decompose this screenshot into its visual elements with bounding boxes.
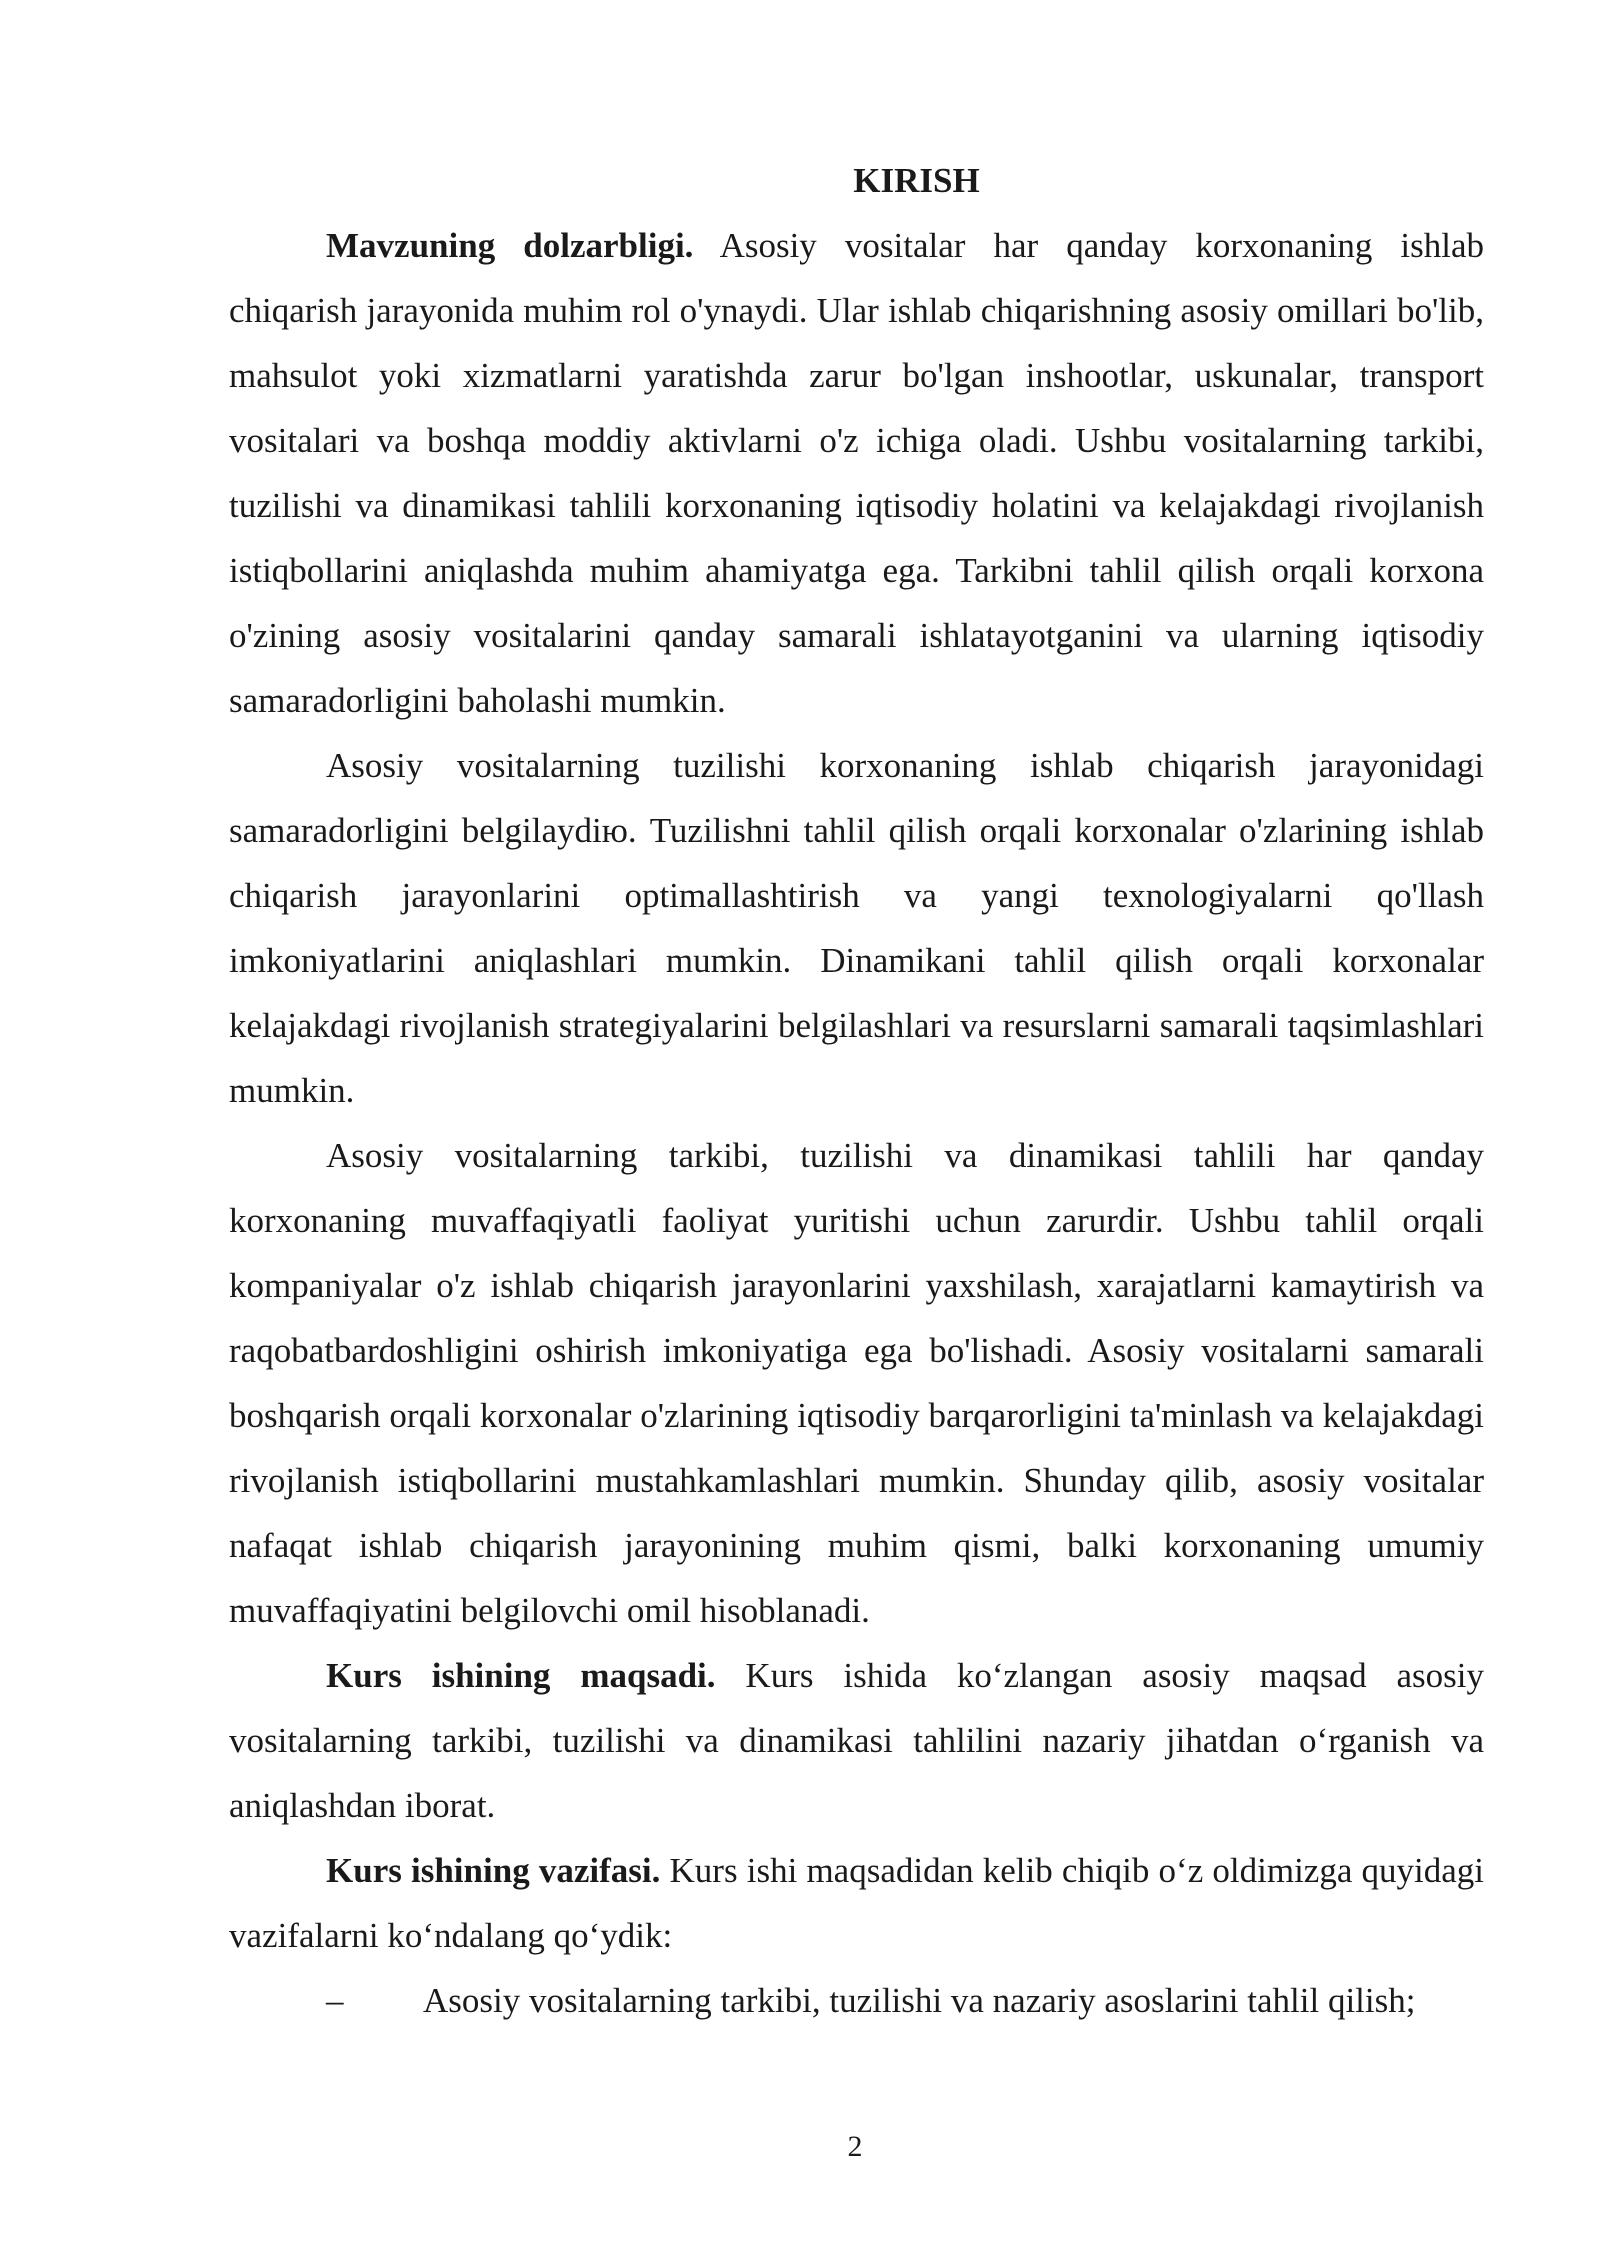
- dash-bullet-marker: –: [326, 1981, 344, 2020]
- paragraph-relevance: [229, 213, 1484, 733]
- paragraph-lead: Mavzuning dolzarbligi.: [326, 226, 694, 265]
- paragraph-structure: [229, 733, 1484, 1123]
- paragraph-tasks: [229, 1838, 1484, 1968]
- paragraph-dynamics: [229, 1123, 1484, 1643]
- document-page: [229, 148, 1484, 2033]
- paragraph-goal: [229, 1643, 1484, 1838]
- paragraph-text: Asosiy vositalarning tarkibi, tuzilishi va dinamikasi tahlili har qanday korxonaning muvaffaqiyatli faoliyat yuritishi uchun zarurdir. Ushbu tahlil orqali kompaniyalar o'z ishlab chiqarish jarayonlarini yaxshilash, xarajatlarni kamaytirish va raqobatbardoshligini oshirish imkoniyatiga ega bo'lishadi. Asosiy vositalarni samarali boshqarish orqali korxonalar o'zlarining iqtisodiy barqarorligini ta'minlash va kelajakdagi rivojlanish istiqbollarini mustahkamlashlari mumkin. Shunday qilib, asosiy vositalar nafaqat ishlab chiqarish jarayonining muhim qismi, balki korxonaning umumiy muvaffaqiyatini belgilovchi omil hisoblanadi.: [229, 1136, 1484, 1630]
- page-number: 2: [847, 2130, 863, 2163]
- paragraph-text: Kurs ishida koʻzlangan asosiy maqsad asosiy vositalarning tarkibi, tuzilishi va dinamikasi tahlilini nazariy jihatdan oʻrganish va aniqlashdan iborat.: [229, 1656, 1484, 1825]
- task-list-item: [229, 1968, 1484, 2033]
- paragraph-lead: Kurs ishining vazifasi.: [326, 1851, 661, 1890]
- paragraph-text: Asosiy vositalarning tuzilishi korxonaning ishlab chiqarish jarayonidagi samaradorligini belgilaydiю. Tuzilishni tahlil qilish orqali korxonalar o'zlarining ishlab chiqarish jarayonlarini optimallashtirish va yangi texnologiyalarni qo'llash imkoniyatlarini aniqlashlari mumkin. Dinamikani tahlil qilish orqali korxonalar kelajakdagi rivojlanish strategiyalarini belgilashlari va resurslarni samarali taqsimlashlari mumkin.: [229, 746, 1484, 1110]
- section-heading: KIRISH: [853, 161, 980, 200]
- paragraph-text: Kurs ishi maqsadidan kelib chiqib oʻz oldimizga quyidagi vazifalarni koʻndalang qoʻydik:: [229, 1851, 1484, 1955]
- paragraph-lead: Kurs ishining maqsadi.: [326, 1656, 716, 1695]
- task-list-item-text: Asosiy vositalarning tarkibi, tuzilishi va nazariy asoslarini tahlil qilish;: [423, 1981, 1416, 2020]
- paragraph-text: Asosiy vositalar har qanday korxonaning ishlab chiqarish jarayonida muhim rol o'ynaydi. Ular ishlab chiqarishning asosiy omillari bo'lib, mahsulot yoki xizmatlarni yaratishda zarur bo'lgan inshootlar, uskunalar, transport vositalari va boshqa moddiy aktivlarni o'z ichiga oladi. Ushbu vositalarning tarkibi, tuzilishi va dinamikasi tahlili korxonaning iqtisodiy holatini va kelajakdagi rivojlanish istiqbollarini aniqlashda muhim ahamiyatga ega. Tarkibni tahlil qilish orqali korxona o'zining asosiy vositalarini qanday samarali ishlatayotganini va ularning iqtisodiy samaradorligini baholashi mumkin.: [229, 226, 1484, 720]
